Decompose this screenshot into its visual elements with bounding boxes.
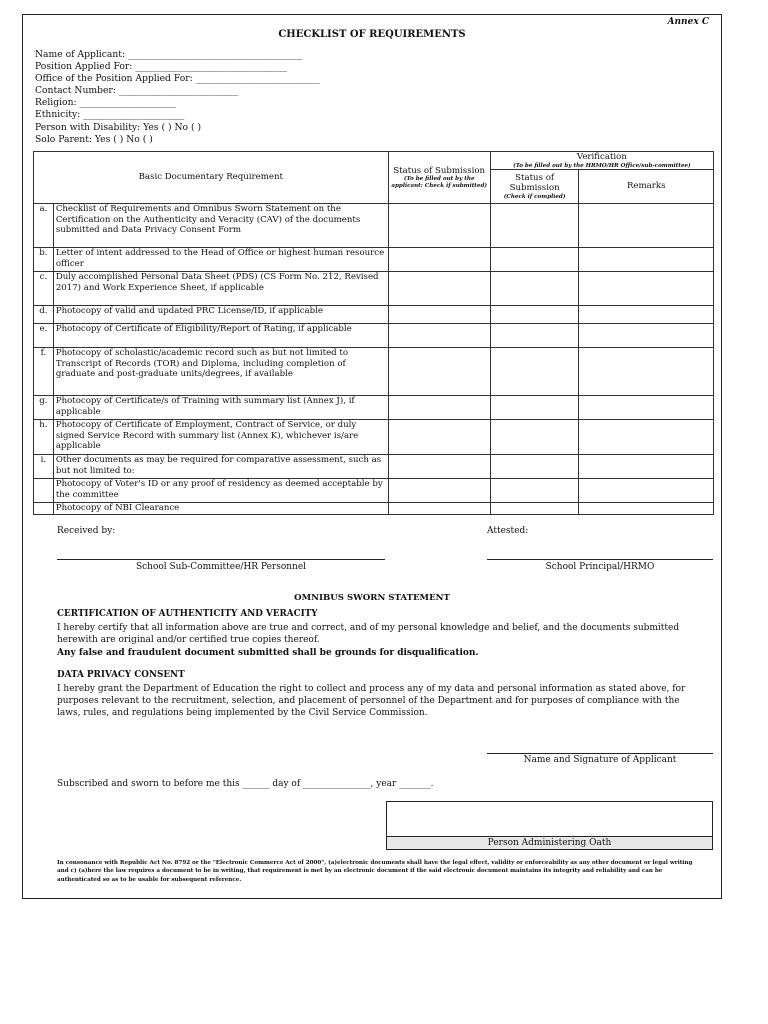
table-row: f. Photocopy of scholastic/academic record such as but not limited to Transcript of Records (TOR) and Diploma, including completion of graduate and post-graduate units/degrees, if available bbox=[34, 348, 714, 396]
applicant-signature-line[interactable] bbox=[487, 753, 713, 754]
verifier-check-cell[interactable] bbox=[490, 272, 579, 306]
applicant-check-cell[interactable] bbox=[388, 272, 490, 306]
verifier-check-cell[interactable] bbox=[490, 479, 579, 503]
remarks-cell[interactable] bbox=[579, 479, 714, 503]
verifier-check-cell[interactable] bbox=[490, 455, 579, 479]
footnote: In consonance with Republic Act No. 8792 or the "Electronic Commerce Act of 2000", (a)electronic documents shall have the legal effect, validity or enforceability as any other document or legal writing and c) (a)here the law requires a document to be in writing, that requirement is met by an electronic document if the said electronic document maintains its integrity and reliability and can be authenticated so as to be usable for subsequent reference. bbox=[57, 860, 693, 883]
office-field[interactable]: Office of the Position Applied For: ___________________________ bbox=[35, 73, 320, 85]
table-row: i. Other documents as may be required for comparative assessment, such as but not limited to: bbox=[34, 455, 714, 479]
received-signature-caption: School Sub-Committee/HR Personnel bbox=[135, 562, 307, 572]
verifier-check-cell[interactable] bbox=[490, 248, 579, 272]
remarks-cell[interactable] bbox=[579, 248, 714, 272]
pwd-field[interactable]: Person with Disability: Yes ( ) No ( ) bbox=[35, 121, 202, 133]
received-signature-line[interactable] bbox=[57, 559, 385, 560]
remarks-cell[interactable] bbox=[579, 306, 714, 324]
page-title: CHECKLIST OF REQUIREMENTS bbox=[278, 29, 466, 40]
omnibus-title: OMNIBUS SWORN STATEMENT bbox=[294, 593, 450, 603]
received-by-label: Received by: bbox=[57, 526, 116, 536]
remarks-cell[interactable] bbox=[579, 348, 714, 396]
attested-label: Attested: bbox=[487, 526, 529, 536]
applicant-check-cell[interactable] bbox=[388, 479, 490, 503]
table-row: h. Photocopy of Certificate of Employment, Contract of Service, or duly signed Service Record with summary list (Annex K), whichever is/are applicable bbox=[34, 420, 714, 455]
solo-parent-field[interactable]: Solo Parent: Yes ( ) No ( ) bbox=[35, 133, 153, 145]
document-sheet bbox=[22, 14, 722, 899]
annex-label: Annex C bbox=[667, 17, 709, 27]
remarks-cell[interactable] bbox=[579, 396, 714, 420]
sworn-statement: Subscribed and sworn to before me this ______ day of _______________, year _______. bbox=[57, 779, 434, 789]
contact-field[interactable]: Contact Number: __________________________ bbox=[35, 85, 239, 97]
applicant-check-cell[interactable] bbox=[388, 503, 490, 515]
requirements-table bbox=[33, 151, 714, 515]
dpc-heading: DATA PRIVACY CONSENT bbox=[57, 670, 185, 680]
remarks-cell[interactable] bbox=[579, 503, 714, 515]
applicant-check-cell[interactable] bbox=[388, 455, 490, 479]
table-row: Photocopy of Voter's ID or any proof of residency as deemed acceptable by the committee bbox=[34, 479, 714, 503]
col-remarks-header: Remarks bbox=[579, 170, 714, 204]
applicant-check-cell[interactable] bbox=[388, 396, 490, 420]
applicant-check-cell[interactable] bbox=[388, 204, 490, 248]
applicant-info bbox=[35, 49, 320, 146]
verifier-check-cell[interactable] bbox=[490, 324, 579, 348]
table-row: g. Photocopy of Certificate/s of Training with summary list (Annex J), if applicable bbox=[34, 396, 714, 420]
verifier-check-cell[interactable] bbox=[490, 503, 579, 515]
applicant-check-cell[interactable] bbox=[388, 324, 490, 348]
verifier-check-cell[interactable] bbox=[490, 420, 579, 455]
ethnicity-field[interactable]: Ethnicity: ______________________ bbox=[35, 109, 185, 121]
applicant-check-cell[interactable] bbox=[388, 348, 490, 396]
table-row: a. Checklist of Requirements and Omnibus Sworn Statement on the Certification on the Authenticity and Veracity (CAV) of the documents submitted and Data Privacy Consent Form bbox=[34, 204, 714, 248]
verifier-check-cell[interactable] bbox=[490, 204, 579, 248]
oath-signature-box[interactable] bbox=[386, 801, 713, 850]
attested-signature-line[interactable] bbox=[487, 559, 713, 560]
cav-heading: CERTIFICATION OF AUTHENTICITY AND VERACITY bbox=[57, 609, 318, 619]
oath-label: Person Administering Oath bbox=[387, 836, 712, 849]
cav-warning: Any false and fraudulent document submitted shall be grounds for disqualification. bbox=[57, 648, 479, 658]
remarks-cell[interactable] bbox=[579, 455, 714, 479]
verifier-check-cell[interactable] bbox=[490, 396, 579, 420]
applicant-check-cell[interactable] bbox=[388, 420, 490, 455]
applicant-check-cell[interactable] bbox=[388, 248, 490, 272]
remarks-cell[interactable] bbox=[579, 420, 714, 455]
cav-text: I hereby certify that all information above are true and correct, and of my personal knowledge and belief, and the documents submitted herewith are original and/or certified true copies thereof. bbox=[57, 623, 680, 646]
dpc-text: I hereby grant the Department of Education the right to collect and process any of my data and personal information as stated above, for purposes relevant to the recruitment, selection, and placement of personnel of the Department and for purposes of compliance with the laws, rules, and regulations being implemented by the Civil Service Commission. bbox=[57, 684, 686, 719]
col-verification-header: Verification (To be filled out by the HRMO/HR Office/sub-committee) bbox=[490, 152, 713, 170]
col-status-header: Status of Submission (To be filled out by the applicant: Check if submitted) bbox=[388, 152, 490, 204]
remarks-cell[interactable] bbox=[579, 324, 714, 348]
applicant-signature-caption: Name and Signature of Applicant bbox=[523, 755, 677, 765]
attested-signature-caption: School Principal/HRMO bbox=[545, 562, 655, 572]
verifier-check-cell[interactable] bbox=[490, 348, 579, 396]
table-row: c. Duly accomplished Personal Data Sheet (PDS) (CS Form No. 212, Revised 2017) and Work Experience Sheet, if applicable bbox=[34, 272, 714, 306]
table-row: d. Photocopy of valid and updated PRC License/ID, if applicable bbox=[34, 306, 714, 324]
position-field[interactable]: Position Applied For: _________________________________ bbox=[35, 61, 287, 73]
remarks-cell[interactable] bbox=[579, 272, 714, 306]
remarks-cell[interactable] bbox=[579, 204, 714, 248]
table-row: b. Letter of intent addressed to the Head of Office or highest human resource officer bbox=[34, 248, 714, 272]
col-requirement-header: Basic Documentary Requirement bbox=[34, 152, 389, 204]
col-ver-status-header: Status of Submission (Check if complied) bbox=[490, 170, 579, 204]
applicant-check-cell[interactable] bbox=[388, 306, 490, 324]
religion-field[interactable]: Religion: _____________________ bbox=[35, 97, 176, 109]
table-row: e. Photocopy of Certificate of Eligibility/Report of Rating, if applicable bbox=[34, 324, 714, 348]
verifier-check-cell[interactable] bbox=[490, 306, 579, 324]
applicant-name-field[interactable]: Name of Applicant: ______________________________________ bbox=[35, 49, 303, 60]
table-row: Photocopy of NBI Clearance bbox=[34, 503, 714, 515]
